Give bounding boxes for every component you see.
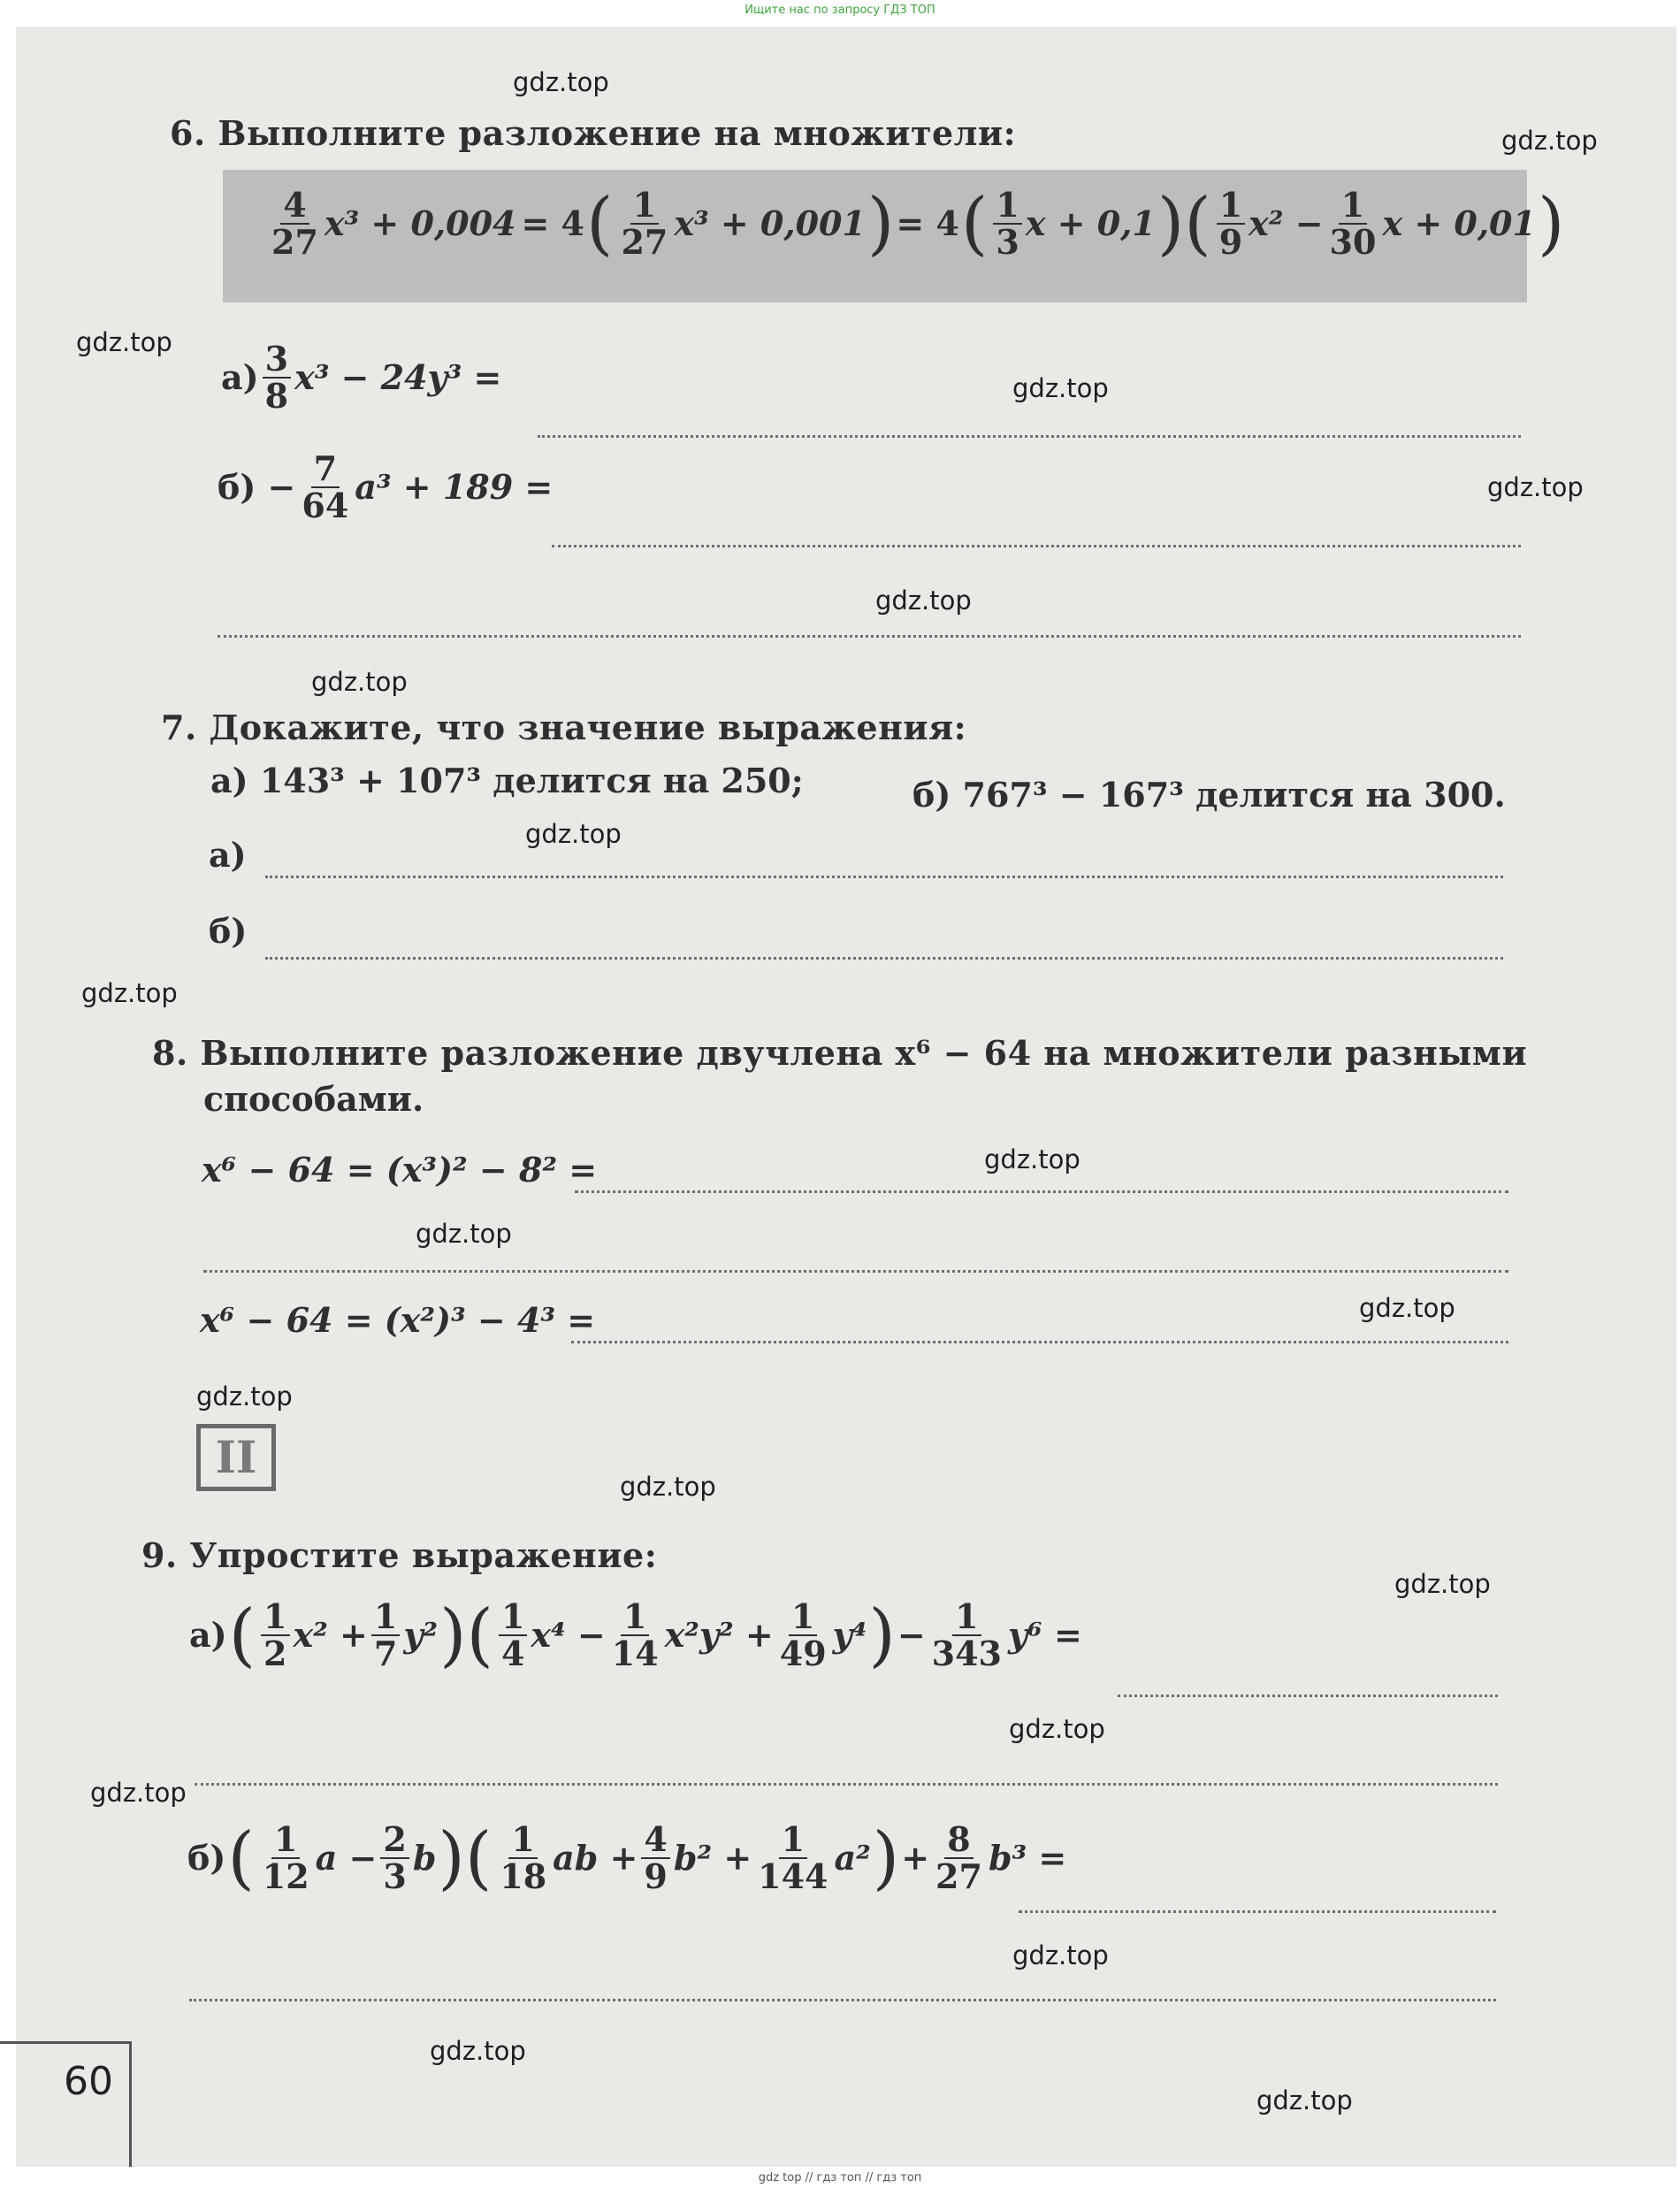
task-7a-statement: а) 143³ + 107³ делится на 250;: [210, 761, 804, 800]
watermark: gdz.top: [311, 667, 408, 697]
watermark: gdz.top: [1501, 126, 1598, 156]
fraction: $\frac{1}{2}$: [261, 1599, 289, 1672]
answer-line[interactable]: [195, 1783, 1498, 1786]
watermark: gdz.top: [1359, 1293, 1455, 1323]
task-9a: а) ( $\frac{1}{2}$ x² + $\frac{1}{7}$ y² )( $\frac{1}{4}$ x⁴ − $\frac{1}{14}$ x²y² + $\frac{1}{49}$ y⁴ ) − $\frac{1}{343}$ y⁶ =: [189, 1595, 1082, 1675]
fraction: $\frac{1}{49}$: [779, 1596, 827, 1673]
task-8-title-continued: способами.: [203, 1079, 424, 1119]
task-title: Докажите, что значение выражения:: [209, 708, 967, 747]
answer-line[interactable]: [571, 1341, 1508, 1343]
watermark: gdz.top: [1394, 1569, 1491, 1599]
task-7-header: [161, 708, 966, 747]
page-corner-border: [0, 2041, 129, 2044]
task-8-line-2: x⁶ − 64 = (x²)³ − 4³ =: [200, 1300, 596, 1340]
watermark: gdz.top: [76, 327, 172, 357]
task-title: Выполните разложение двучлена x⁶ − 64 на множители разными: [200, 1033, 1528, 1073]
task-number: 6.: [170, 113, 206, 153]
task-7b-label: б): [209, 911, 248, 951]
fraction: $\frac{1}{14}$: [611, 1596, 659, 1673]
watermark: gdz.top: [1487, 472, 1584, 502]
task-6-example: $\frac{4}{27}$ x³ + 0,004 = 4 ( $\frac{1}{27}$ x³ + 0,001 ) = 4 ( $\frac{1}{3}$ x + 0,1 )( $\frac{1}{9}$ x² − $\frac{1}{30}$ x + 0,01 ): [265, 187, 1566, 260]
watermark: gdz.top: [1256, 2085, 1353, 2116]
watermark: gdz.top: [1012, 1940, 1109, 1970]
answer-line[interactable]: [189, 1999, 1496, 2001]
bottom-footer-links[interactable]: gdz top // гдз топ // гдз топ: [758, 2171, 922, 2185]
answer-line[interactable]: [575, 1190, 1508, 1193]
fraction: $\frac{1}{30}$: [1329, 185, 1377, 262]
task-8-header: [152, 1033, 1527, 1073]
page-corner-border: [129, 2041, 132, 2167]
watermark: gdz.top: [430, 2036, 526, 2066]
section-label: II: [196, 1424, 276, 1491]
watermark: gdz.top: [416, 1219, 512, 1249]
fraction: $\frac{1}{9}$: [1217, 187, 1245, 260]
task-number: 7.: [161, 708, 197, 747]
answer-line[interactable]: [1118, 1695, 1498, 1697]
watermark: gdz.top: [525, 819, 622, 849]
task-number: 9.: [141, 1535, 178, 1575]
watermark: gdz.top: [81, 978, 178, 1008]
fraction: $\frac{1}{7}$: [371, 1599, 400, 1672]
fraction: $\frac{1}{144}$: [758, 1819, 829, 1896]
task-7a-label: а): [209, 835, 247, 875]
task-title: Упростите выражение:: [189, 1535, 658, 1575]
answer-line[interactable]: [265, 876, 1503, 878]
task-6-header: [170, 113, 1016, 153]
task-9b: б) ( $\frac{1}{12}$ a − $\frac{2}{3}$ b )( $\frac{1}{18}$ ab + $\frac{4}{9}$ b² + $\frac{1}{144}$ a² ) + $\frac{8}{27}$ b³ =: [187, 1817, 1067, 1898]
task-number: 8.: [152, 1033, 188, 1073]
fraction: $\frac{1}{12}$: [262, 1819, 309, 1896]
fraction: $\frac{1}{27}$: [621, 185, 668, 262]
task-9-header: [141, 1535, 657, 1575]
answer-line[interactable]: [218, 635, 1521, 638]
fraction: $\frac{4}{9}$: [641, 1822, 669, 1894]
fraction: $\frac{1}{18}$: [500, 1819, 547, 1896]
watermark: gdz.top: [196, 1381, 293, 1412]
watermark: gdz.top: [875, 585, 972, 616]
fraction: $\frac{2}{3}$: [380, 1822, 409, 1894]
task-title: Выполните разложение на множители:: [218, 113, 1017, 153]
answer-line[interactable]: [538, 435, 1521, 438]
fraction: $\frac{4}{27}$: [271, 185, 318, 262]
fraction: $\frac{8}{27}$: [935, 1819, 982, 1896]
task-6a: а) $\frac{3}{8}$ x³ − 24y³ =: [221, 339, 502, 416]
task-7b-statement: б) 767³ − 167³ делится на 300.: [913, 775, 1506, 815]
watermark: gdz.top: [513, 67, 609, 97]
fraction: $\frac{3}{8}$: [263, 341, 291, 414]
answer-line[interactable]: [1019, 1910, 1496, 1913]
top-search-link[interactable]: Ищите нас по запросу ГДЗ ТОП: [745, 4, 935, 17]
watermark: gdz.top: [984, 1144, 1081, 1175]
fraction: $\frac{1}{3}$: [993, 187, 1021, 260]
task-8-line-1: x⁶ − 64 = (x³)² − 8² =: [202, 1150, 598, 1190]
answer-line[interactable]: [265, 957, 1503, 960]
answer-line[interactable]: [203, 1270, 1508, 1273]
watermark: gdz.top: [1012, 373, 1109, 403]
answer-line[interactable]: [552, 545, 1521, 547]
fraction: $\frac{1}{343}$: [931, 1596, 1002, 1673]
task-6b: б) − $\frac{7}{64}$ a³ + 189 =: [218, 448, 554, 525]
fraction: $\frac{1}{4}$: [499, 1599, 527, 1672]
page-number: 60: [64, 2059, 113, 2104]
watermark: gdz.top: [1009, 1714, 1105, 1744]
watermark: gdz.top: [90, 1778, 187, 1808]
watermark: gdz.top: [620, 1472, 716, 1502]
fraction: $\frac{7}{64}$: [302, 448, 349, 525]
